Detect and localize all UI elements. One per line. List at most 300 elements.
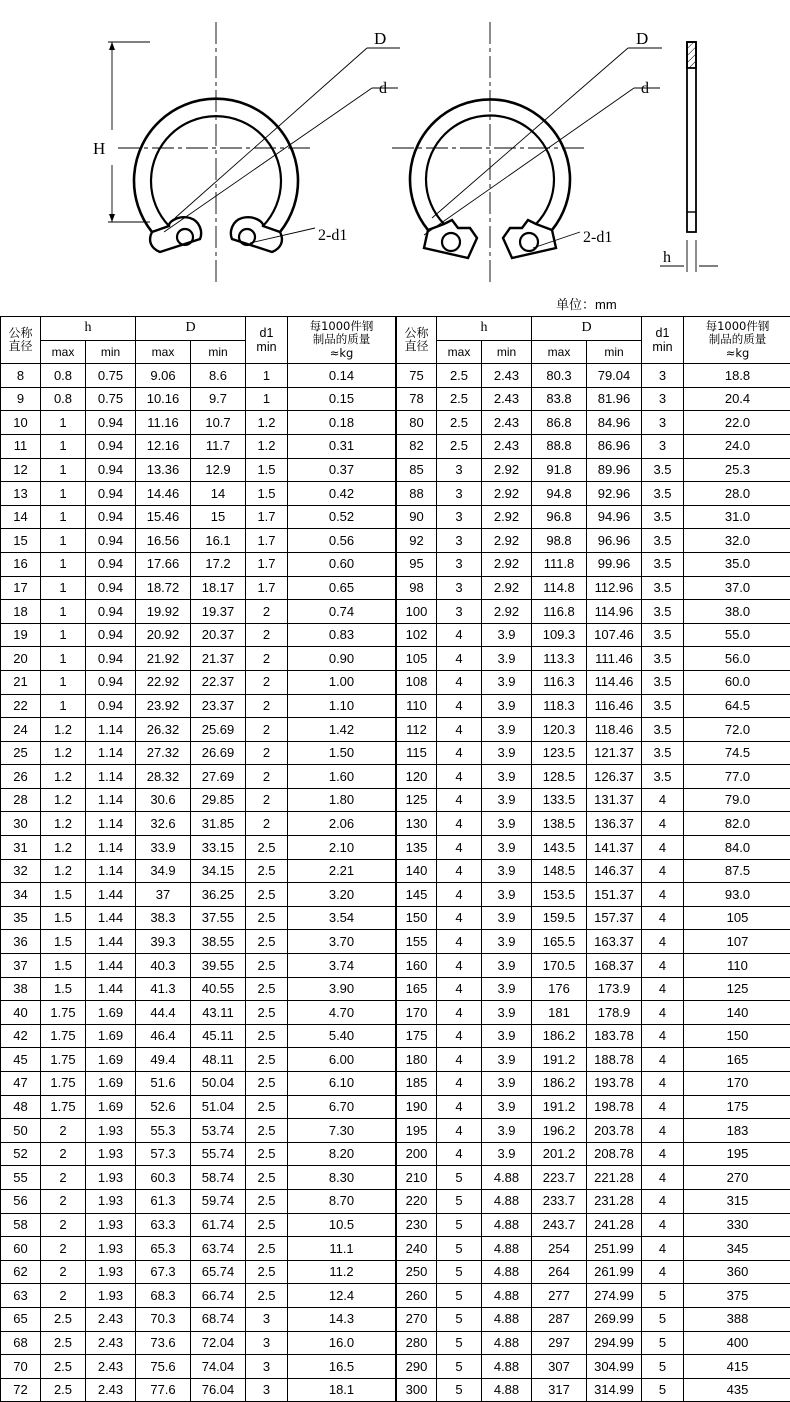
cell-D-max: 75.6 xyxy=(136,1355,191,1379)
cell-D-max: 186.2 xyxy=(532,1024,587,1048)
cell-h-min: 3.9 xyxy=(482,623,532,647)
header-D-max: max xyxy=(136,340,191,364)
cell-h-max: 4 xyxy=(437,647,482,671)
cell-nominal-diameter: 68 xyxy=(1,1331,41,1355)
cell-mass-per-1000: 315 xyxy=(684,1189,790,1213)
cell-h-max: 2 xyxy=(41,1284,86,1308)
cell-nominal-diameter: 21 xyxy=(1,670,41,694)
cell-d1-min: 5 xyxy=(642,1378,684,1402)
cell-D-max: 68.3 xyxy=(136,1284,191,1308)
table-row xyxy=(1,694,396,718)
table-row xyxy=(1,718,396,742)
ring-diagram-right xyxy=(392,22,588,282)
table-row xyxy=(1,482,396,506)
cell-D-max: 98.8 xyxy=(532,529,587,553)
table-row xyxy=(397,1213,790,1237)
header-D-group: D xyxy=(136,317,246,341)
cell-mass-per-1000: 14.3 xyxy=(288,1307,396,1331)
cell-D-min: 55.74 xyxy=(191,1142,246,1166)
cell-mass-per-1000: 0.18 xyxy=(288,411,396,435)
cell-h-max: 1 xyxy=(41,434,86,458)
cell-d1-min: 2 xyxy=(246,647,288,671)
cell-D-min: 9.7 xyxy=(191,387,246,411)
cell-mass-per-1000: 4.70 xyxy=(288,1001,396,1025)
cell-D-min: 251.99 xyxy=(587,1237,642,1261)
cell-D-min: 136.37 xyxy=(587,812,642,836)
cell-mass-per-1000: 28.0 xyxy=(684,482,790,506)
cell-D-min: 31.85 xyxy=(191,812,246,836)
cell-h-min: 1.93 xyxy=(86,1260,136,1284)
cell-h-min: 3.9 xyxy=(482,812,532,836)
cell-D-max: 176 xyxy=(532,977,587,1001)
cell-nominal-diameter: 14 xyxy=(1,505,41,529)
cell-d1-min: 2.5 xyxy=(246,1260,288,1284)
table-row xyxy=(1,364,396,388)
cell-h-max: 2 xyxy=(41,1142,86,1166)
cell-D-max: 77.6 xyxy=(136,1378,191,1402)
cell-h-min: 3.9 xyxy=(482,1001,532,1025)
cell-h-max: 4 xyxy=(437,836,482,860)
cell-D-max: 9.06 xyxy=(136,364,191,388)
cell-h-min: 3.9 xyxy=(482,694,532,718)
cell-mass-per-1000: 0.31 xyxy=(288,434,396,458)
header-mass-line1: 每1000件钢 xyxy=(310,319,374,333)
cell-d1-min: 4 xyxy=(642,859,684,883)
cell-D-min: 231.28 xyxy=(587,1189,642,1213)
cell-h-min: 1.93 xyxy=(86,1119,136,1143)
cell-D-max: 60.3 xyxy=(136,1166,191,1190)
cell-mass-per-1000: 12.4 xyxy=(288,1284,396,1308)
cell-h-max: 2.5 xyxy=(41,1378,86,1402)
cell-h-min: 3.9 xyxy=(482,883,532,907)
cell-D-max: 67.3 xyxy=(136,1260,191,1284)
cell-D-min: 14 xyxy=(191,482,246,506)
cell-d1-min: 3.5 xyxy=(642,458,684,482)
table-row xyxy=(397,364,790,388)
cell-D-min: 141.37 xyxy=(587,836,642,860)
cell-D-min: 304.99 xyxy=(587,1355,642,1379)
cell-nominal-diameter: 120 xyxy=(397,765,437,789)
table-row xyxy=(397,482,790,506)
cell-h-max: 3 xyxy=(437,505,482,529)
cell-D-max: 17.66 xyxy=(136,552,191,576)
cell-mass-per-1000: 400 xyxy=(684,1331,790,1355)
cell-nominal-diameter: 16 xyxy=(1,552,41,576)
cell-h-min: 1.93 xyxy=(86,1142,136,1166)
cell-D-min: 89.96 xyxy=(587,458,642,482)
cell-D-max: 30.6 xyxy=(136,788,191,812)
table-row xyxy=(1,765,396,789)
cell-h-min: 3.9 xyxy=(482,1048,532,1072)
cell-nominal-diameter: 10 xyxy=(1,411,41,435)
cell-h-max: 0.8 xyxy=(41,387,86,411)
table-row xyxy=(1,836,396,860)
cell-D-min: 27.69 xyxy=(191,765,246,789)
cell-nominal-diameter: 90 xyxy=(397,505,437,529)
cell-h-max: 2.5 xyxy=(437,411,482,435)
header-row-top xyxy=(1,317,396,341)
cell-h-max: 5 xyxy=(437,1166,482,1190)
cell-mass-per-1000: 125 xyxy=(684,977,790,1001)
cell-D-min: 22.37 xyxy=(191,670,246,694)
label-D-right: D xyxy=(636,29,648,48)
cell-h-min: 3.9 xyxy=(482,906,532,930)
cell-h-min: 1.44 xyxy=(86,977,136,1001)
table-row xyxy=(1,647,396,671)
cell-D-min: 51.04 xyxy=(191,1095,246,1119)
cell-nominal-diameter: 58 xyxy=(1,1213,41,1237)
cell-D-max: 57.3 xyxy=(136,1142,191,1166)
cell-h-min: 1.93 xyxy=(86,1237,136,1261)
cell-D-max: 61.3 xyxy=(136,1189,191,1213)
cell-nominal-diameter: 170 xyxy=(397,1001,437,1025)
label-h: h xyxy=(663,249,671,266)
cell-h-max: 2 xyxy=(41,1213,86,1237)
cell-h-max: 1 xyxy=(41,529,86,553)
cell-nominal-diameter: 140 xyxy=(397,859,437,883)
header-nominal-line2: 直径 xyxy=(404,339,428,353)
cell-h-max: 1.75 xyxy=(41,1001,86,1025)
cell-D-max: 94.8 xyxy=(532,482,587,506)
cell-d1-min: 4 xyxy=(642,1072,684,1096)
cell-D-min: 163.37 xyxy=(587,930,642,954)
cell-mass-per-1000: 0.15 xyxy=(288,387,396,411)
cell-nominal-diameter: 42 xyxy=(1,1024,41,1048)
cell-d1-min: 4 xyxy=(642,1001,684,1025)
cell-nominal-diameter: 125 xyxy=(397,788,437,812)
table-row xyxy=(397,1001,790,1025)
cell-d1-min: 5 xyxy=(642,1284,684,1308)
cell-h-max: 5 xyxy=(437,1307,482,1331)
cell-d1-min: 1.7 xyxy=(246,576,288,600)
table-row xyxy=(397,1260,790,1284)
cell-D-max: 128.5 xyxy=(532,765,587,789)
cell-d1-min: 2 xyxy=(246,741,288,765)
cell-mass-per-1000: 24.0 xyxy=(684,434,790,458)
cell-h-max: 1.75 xyxy=(41,1095,86,1119)
header-D-max: max xyxy=(532,340,587,364)
cell-d1-min: 2.5 xyxy=(246,930,288,954)
table-row xyxy=(397,1072,790,1096)
table-row xyxy=(1,1048,396,1072)
cell-nominal-diameter: 75 xyxy=(397,364,437,388)
table-row xyxy=(1,812,396,836)
cell-D-min: 203.78 xyxy=(587,1119,642,1143)
table-row xyxy=(1,458,396,482)
cell-D-min: 66.74 xyxy=(191,1284,246,1308)
table-row xyxy=(397,812,790,836)
table-row xyxy=(1,1331,396,1355)
cell-D-min: 72.04 xyxy=(191,1331,246,1355)
table-row xyxy=(1,859,396,883)
cell-d1-min: 2 xyxy=(246,670,288,694)
cell-nominal-diameter: 9 xyxy=(1,387,41,411)
cell-h-max: 4 xyxy=(437,788,482,812)
cell-nominal-diameter: 38 xyxy=(1,977,41,1001)
cell-D-max: 73.6 xyxy=(136,1331,191,1355)
cell-D-min: 198.78 xyxy=(587,1095,642,1119)
cell-D-max: 159.5 xyxy=(532,906,587,930)
cell-mass-per-1000: 1.80 xyxy=(288,788,396,812)
table-row xyxy=(1,411,396,435)
cell-mass-per-1000: 87.5 xyxy=(684,859,790,883)
cell-mass-per-1000: 84.0 xyxy=(684,836,790,860)
table-row xyxy=(397,859,790,883)
cell-nominal-diameter: 31 xyxy=(1,836,41,860)
cell-mass-per-1000: 110 xyxy=(684,954,790,978)
table-row xyxy=(1,1095,396,1119)
table-row xyxy=(397,1095,790,1119)
table-row xyxy=(397,977,790,1001)
cell-d1-min: 2.5 xyxy=(246,1024,288,1048)
cell-D-max: 11.16 xyxy=(136,411,191,435)
cell-h-max: 1 xyxy=(41,576,86,600)
table-row xyxy=(1,1260,396,1284)
cell-D-max: 83.8 xyxy=(532,387,587,411)
cell-h-min: 0.75 xyxy=(86,364,136,388)
cell-h-max: 1.2 xyxy=(41,812,86,836)
label-2-d1-left: 2-d1 xyxy=(318,227,347,244)
cell-h-min: 4.88 xyxy=(482,1260,532,1284)
cell-D-min: 86.96 xyxy=(587,434,642,458)
cell-nominal-diameter: 160 xyxy=(397,954,437,978)
cell-nominal-diameter: 108 xyxy=(397,670,437,694)
table-row xyxy=(1,977,396,1001)
cell-D-min: 241.28 xyxy=(587,1213,642,1237)
cell-h-min: 3.9 xyxy=(482,647,532,671)
cell-mass-per-1000: 18.8 xyxy=(684,364,790,388)
header-mass-line3: ≈kg xyxy=(726,346,750,360)
cell-mass-per-1000: 5.40 xyxy=(288,1024,396,1048)
cell-D-min: 208.78 xyxy=(587,1142,642,1166)
table-row xyxy=(397,836,790,860)
cell-D-min: 168.37 xyxy=(587,954,642,978)
cell-D-min: 43.11 xyxy=(191,1001,246,1025)
cell-mass-per-1000: 0.74 xyxy=(288,600,396,624)
cell-mass-per-1000: 55.0 xyxy=(684,623,790,647)
cell-nominal-diameter: 82 xyxy=(397,434,437,458)
cell-h-min: 4.88 xyxy=(482,1331,532,1355)
table-row xyxy=(1,1307,396,1331)
cell-h-min: 1.14 xyxy=(86,859,136,883)
cell-h-max: 4 xyxy=(437,1142,482,1166)
cell-d1-min: 3 xyxy=(642,434,684,458)
label-H: H xyxy=(93,139,105,158)
cell-h-min: 0.94 xyxy=(86,482,136,506)
cell-mass-per-1000: 375 xyxy=(684,1284,790,1308)
cell-mass-per-1000: 175 xyxy=(684,1095,790,1119)
cell-d1-min: 2.5 xyxy=(246,1166,288,1190)
cell-h-min: 3.9 xyxy=(482,930,532,954)
cell-nominal-diameter: 250 xyxy=(397,1260,437,1284)
cell-D-max: 52.6 xyxy=(136,1095,191,1119)
cell-D-min: 21.37 xyxy=(191,647,246,671)
cell-nominal-diameter: 34 xyxy=(1,883,41,907)
cell-h-max: 5 xyxy=(437,1355,482,1379)
cell-d1-min: 2.5 xyxy=(246,1142,288,1166)
table-row xyxy=(397,529,790,553)
cell-h-max: 2.5 xyxy=(41,1355,86,1379)
cell-D-max: 91.8 xyxy=(532,458,587,482)
cell-d1-min: 3 xyxy=(246,1378,288,1402)
cell-mass-per-1000: 31.0 xyxy=(684,505,790,529)
cell-h-min: 1.69 xyxy=(86,1095,136,1119)
cell-nominal-diameter: 95 xyxy=(397,552,437,576)
cell-D-max: 277 xyxy=(532,1284,587,1308)
cell-D-min: 8.6 xyxy=(191,364,246,388)
cell-mass-per-1000: 0.83 xyxy=(288,623,396,647)
cell-d1-min: 2.5 xyxy=(246,906,288,930)
cell-D-max: 114.8 xyxy=(532,576,587,600)
cell-D-max: 317 xyxy=(532,1378,587,1402)
cell-d1-min: 2.5 xyxy=(246,1095,288,1119)
table-row xyxy=(397,1048,790,1072)
cell-d1-min: 3.5 xyxy=(642,694,684,718)
cell-h-max: 1.5 xyxy=(41,977,86,1001)
cell-h-max: 2 xyxy=(41,1166,86,1190)
cell-h-min: 2.92 xyxy=(482,552,532,576)
header-d1 xyxy=(642,317,684,364)
cell-nominal-diameter: 40 xyxy=(1,1001,41,1025)
cell-D-max: 254 xyxy=(532,1237,587,1261)
cell-nominal-diameter: 37 xyxy=(1,954,41,978)
cell-h-min: 2.43 xyxy=(482,434,532,458)
cell-d1-min: 4 xyxy=(642,906,684,930)
cell-D-min: 74.04 xyxy=(191,1355,246,1379)
cell-h-max: 2 xyxy=(41,1189,86,1213)
cell-nominal-diameter: 85 xyxy=(397,458,437,482)
cell-nominal-diameter: 135 xyxy=(397,836,437,860)
cell-mass-per-1000: 25.3 xyxy=(684,458,790,482)
cell-h-min: 3.9 xyxy=(482,1142,532,1166)
table-row xyxy=(397,1331,790,1355)
cell-mass-per-1000: 195 xyxy=(684,1142,790,1166)
cell-D-max: 28.32 xyxy=(136,765,191,789)
cell-d1-min: 4 xyxy=(642,788,684,812)
cell-nominal-diameter: 180 xyxy=(397,1048,437,1072)
cell-h-max: 1 xyxy=(41,600,86,624)
cell-D-min: 25.69 xyxy=(191,718,246,742)
cell-d1-min: 4 xyxy=(642,812,684,836)
cell-nominal-diameter: 115 xyxy=(397,741,437,765)
cell-D-min: 63.74 xyxy=(191,1237,246,1261)
cell-nominal-diameter: 150 xyxy=(397,906,437,930)
cell-d1-min: 3.5 xyxy=(642,482,684,506)
cell-h-min: 0.94 xyxy=(86,505,136,529)
header-h-group: h xyxy=(437,317,532,341)
cell-D-max: 10.16 xyxy=(136,387,191,411)
cell-h-min: 2.92 xyxy=(482,529,532,553)
cell-mass-per-1000: 183 xyxy=(684,1119,790,1143)
cell-h-max: 4 xyxy=(437,859,482,883)
cell-mass-per-1000: 1.60 xyxy=(288,765,396,789)
cell-h-min: 1.14 xyxy=(86,836,136,860)
cell-D-max: 12.16 xyxy=(136,434,191,458)
cell-d1-min: 1 xyxy=(246,364,288,388)
cell-d1-min: 2.5 xyxy=(246,859,288,883)
cell-h-min: 3.9 xyxy=(482,1119,532,1143)
cell-D-max: 70.3 xyxy=(136,1307,191,1331)
cell-mass-per-1000: 72.0 xyxy=(684,718,790,742)
cell-D-max: 20.92 xyxy=(136,623,191,647)
cell-h-min: 1.14 xyxy=(86,765,136,789)
table-row xyxy=(397,670,790,694)
cell-mass-per-1000: 415 xyxy=(684,1355,790,1379)
cell-D-min: 84.96 xyxy=(587,411,642,435)
cell-mass-per-1000: 330 xyxy=(684,1213,790,1237)
cell-nominal-diameter: 300 xyxy=(397,1378,437,1402)
table-row xyxy=(397,883,790,907)
cell-mass-per-1000: 165 xyxy=(684,1048,790,1072)
dimension-table-left xyxy=(0,316,396,1402)
cell-h-max: 1.75 xyxy=(41,1024,86,1048)
cell-D-max: 88.8 xyxy=(532,434,587,458)
cell-nominal-diameter: 130 xyxy=(397,812,437,836)
header-d1-min: min xyxy=(652,340,672,354)
cell-d1-min: 3.5 xyxy=(642,718,684,742)
table-row xyxy=(1,529,396,553)
header-d1 xyxy=(246,317,288,364)
cell-D-max: 109.3 xyxy=(532,623,587,647)
cell-d1-min: 1.2 xyxy=(246,411,288,435)
cell-h-max: 1.2 xyxy=(41,741,86,765)
cell-h-min: 1.69 xyxy=(86,1001,136,1025)
cell-h-max: 1.5 xyxy=(41,954,86,978)
cell-h-max: 4 xyxy=(437,765,482,789)
specification-tables xyxy=(0,316,790,1402)
cell-h-max: 2.5 xyxy=(437,387,482,411)
cell-h-min: 4.88 xyxy=(482,1166,532,1190)
cell-D-max: 196.2 xyxy=(532,1119,587,1143)
header-h-min: min xyxy=(86,340,136,364)
cell-nominal-diameter: 18 xyxy=(1,600,41,624)
cell-nominal-diameter: 8 xyxy=(1,364,41,388)
cell-d1-min: 1.5 xyxy=(246,458,288,482)
table-row xyxy=(1,576,396,600)
cell-h-max: 3 xyxy=(437,529,482,553)
table-row xyxy=(1,1189,396,1213)
header-nominal-line1: 公称 xyxy=(404,326,428,340)
cell-D-max: 49.4 xyxy=(136,1048,191,1072)
table-row xyxy=(1,788,396,812)
cell-d1-min: 3 xyxy=(246,1307,288,1331)
cell-nominal-diameter: 78 xyxy=(397,387,437,411)
header-h-max: max xyxy=(437,340,482,364)
cell-mass-per-1000: 10.5 xyxy=(288,1213,396,1237)
table-row xyxy=(397,1024,790,1048)
cell-D-min: 16.1 xyxy=(191,529,246,553)
cell-D-min: 92.96 xyxy=(587,482,642,506)
cell-nominal-diameter: 105 xyxy=(397,647,437,671)
cell-D-min: 79.04 xyxy=(587,364,642,388)
cell-nominal-diameter: 175 xyxy=(397,1024,437,1048)
cell-d1-min: 1.7 xyxy=(246,505,288,529)
cell-D-min: 183.78 xyxy=(587,1024,642,1048)
cell-mass-per-1000: 360 xyxy=(684,1260,790,1284)
table-row xyxy=(397,411,790,435)
cell-h-max: 1.2 xyxy=(41,765,86,789)
header-row-top xyxy=(397,317,790,341)
header-mass-line2: 制品的质量 xyxy=(709,332,767,346)
cell-mass-per-1000: 0.37 xyxy=(288,458,396,482)
cell-h-max: 1.5 xyxy=(41,883,86,907)
cell-h-min: 2.43 xyxy=(482,364,532,388)
table-row xyxy=(1,670,396,694)
cell-D-min: 151.37 xyxy=(587,883,642,907)
cell-mass-per-1000: 0.56 xyxy=(288,529,396,553)
cell-h-min: 3.9 xyxy=(482,670,532,694)
cell-nominal-diameter: 100 xyxy=(397,600,437,624)
